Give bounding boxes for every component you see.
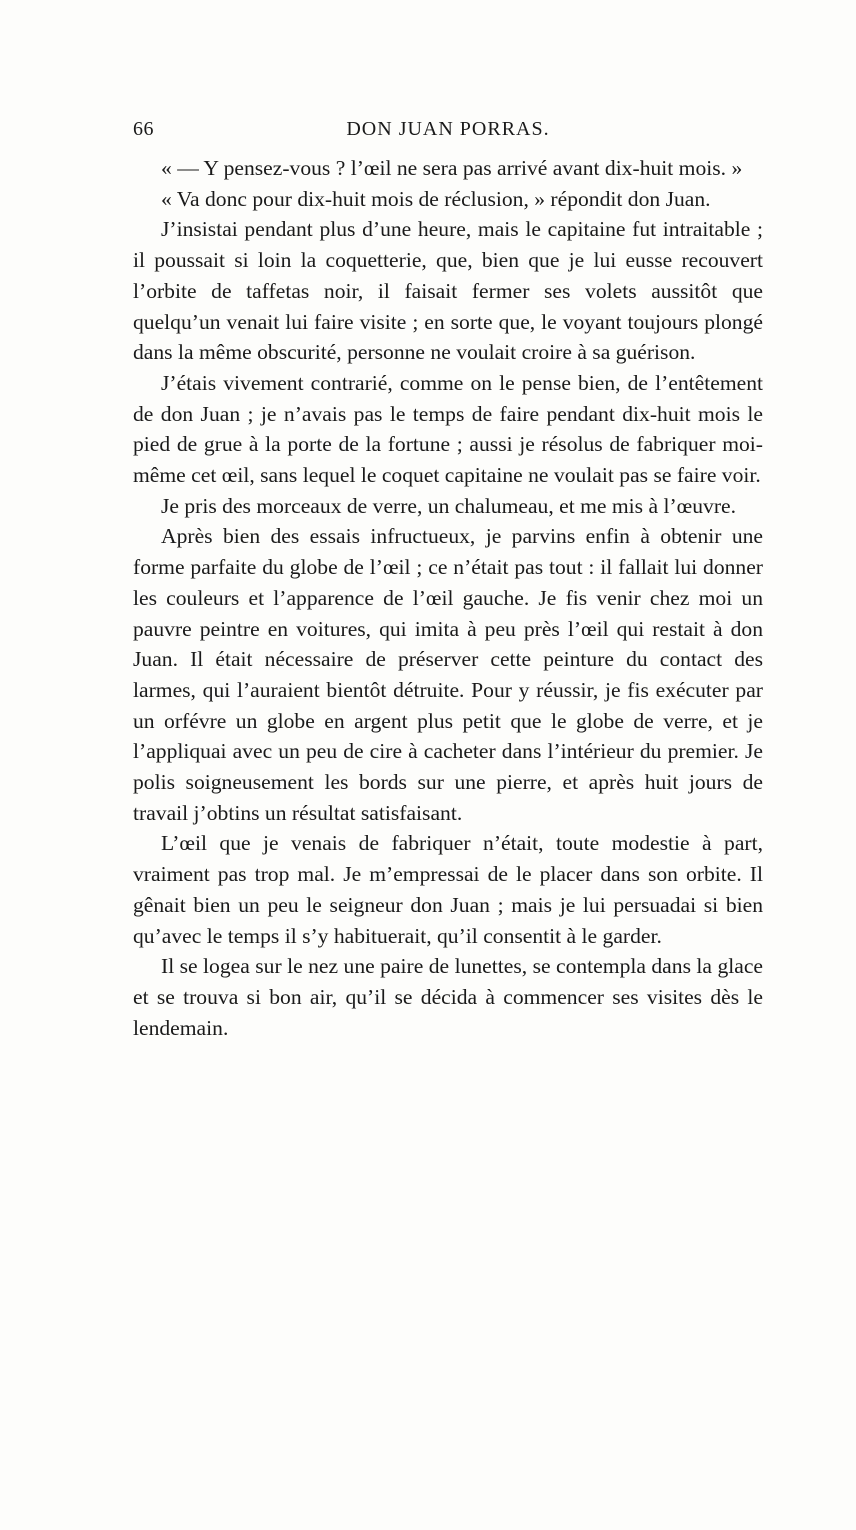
paragraph: « — Y pensez-vous ? l’œil ne sera pas arrivé avant dix-huit mois. » [161,156,743,180]
page-number: 66 [133,118,154,140]
paragraph: Après bien des essais infructueux, je parvins enfin à obtenir une forme parfaite du globe de l’œil ; ce n’était pas tout : il fallait lui donner les couleurs et l’apparence de l’œil gauche. Je fis venir chez moi un pauvre peintre en voitures, qui imita à peu près l’œil qui restait à don Juan. Il était nécessaire de préserver cette peinture du contact des larmes, qui l’auraient bientôt détruite. Pour y réussir, je fis exécuter par un orfévre un globe en argent plus petit que le globe de verre, et je l’appliquai avec un peu de cire à cacheter dans l’intérieur du premier. Je polis soigneusement les bords sur une pierre, et après huit jours de travail j’obtins un résultat satisfaisant. [133,524,763,825]
paragraph: J’insistai pendant plus d’une heure, mais le capitaine fut intraitable ; il poussait si loin la coquetterie, que, bien que je lui eusse recouvert l’orbite de taffetas noir, il faisait fermer ses volets aussitôt que quelqu’un venait lui faire visite ; en sorte que, le voyant toujours plongé dans la même obscurité, personne ne voulait croire à sa guérison. [133,217,763,365]
paragraph: Je pris des morceaux de verre, un chalumeau, et me mis à l’œuvre. [161,493,737,518]
paragraph: L’œil que je venais de fabriquer n’était, toute modestie à part, vraiment pas trop mal. Je m’empressai de le placer dans son orbite. Il gênait bien un peu le seigneur don Juan ; mais je lui persuadai si bien qu’avec le temps il s’y habituerait, qu’il consentit à le garder. [133,831,763,948]
paragraph: « Va donc pour dix-huit mois de réclusion, » répondit don Juan. [161,186,711,211]
running-head [133,118,763,148]
paragraph: Il se logea sur le nez une paire de lunettes, se contempla dans la glace et se trouva si bon air, qu’il se décida à commencer ses visites dès le lendemain. [133,954,763,1040]
paragraph: J’étais vivement contrarié, comme on le pense bien, de l’entêtement de don Juan ; je n’avais pas le temps de faire pendant dix-huit mois le pied de grue à la porte de la fortune ; aussi je résolus de fabriquer moi-même cet œil, sans lequel le coquet capitaine ne voulait pas se faire voir. [133,370,763,488]
body-text [133,153,763,1043]
running-title: DON JUAN PORRAS. [346,118,550,140]
